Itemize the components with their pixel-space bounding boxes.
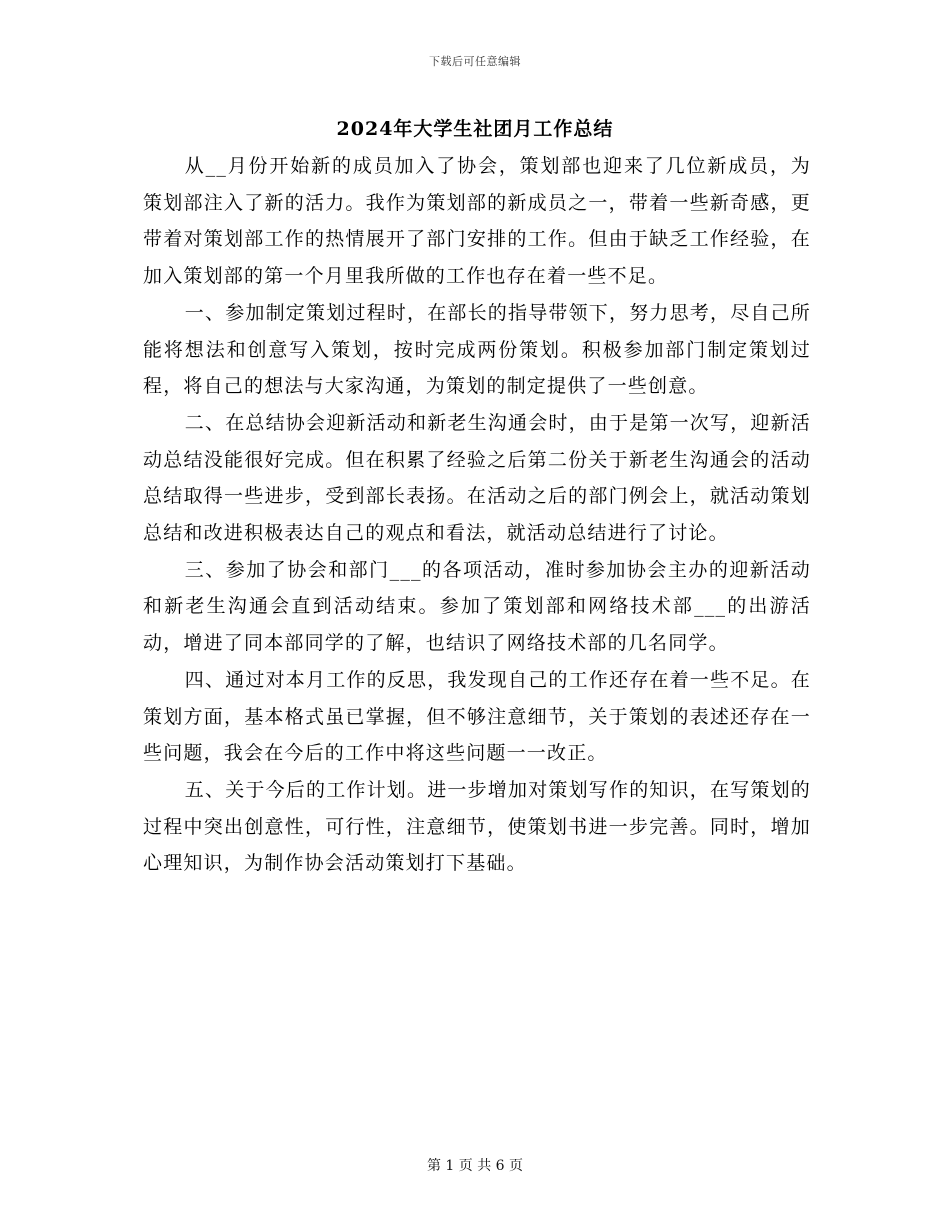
paragraph-item-1: 一、参加制定策划过程时，在部长的指导带领下，努力思考，尽自己所能将想法和创意写入策划，按时完成两份策划。积极参加部门制定策划过程，将自己的想法与大家沟通，为策划的制定提供了一些创意。 — [143, 301, 811, 398]
paragraph-item-5: 五、关于今后的工作计划。进一步增加对策划写作的知识，在写策划的过程中突出创意性，可行性，注意细节，使策划书进一步完善。同时，增加心理知识，为制作协会活动策划打下基础。 — [143, 778, 811, 875]
page-number: 第 1 页 共 6 页 — [426, 1158, 524, 1174]
paragraph-intro: 从__月份开始新的成员加入了协会，策划部也迎来了几位新成员，为策划部注入了新的活力。我作为策划部的新成员之一，带着一些新奇感，更带着对策划部工作的热情展开了部门安排的工作。但由于缺乏工作经验，在加入策划部的第一个月里我所做的工作也存在着一些不足。 — [143, 155, 811, 288]
header-note: 下载后可任意编辑 — [429, 55, 521, 68]
paragraph-item-3: 三、参加了协会和部门___的各项活动，准时参加协会主办的迎新活动和新老生沟通会直到活动结束。参加了策划部和网络技术部___的出游活动，增进了同本部同学的了解，也结识了网络技术部的几名同学。 — [143, 558, 811, 655]
document-title: 2024年大学生社团月工作总结 — [336, 118, 614, 140]
document-body — [143, 148, 811, 882]
paragraph-item-2: 二、在总结协会迎新活动和新老生沟通会时，由于是第一次写，迎新活动总结没能很好完成。但在积累了经验之后第二份关于新老生沟通会的活动总结取得一些进步，受到部长表扬。在活动之后的部门例会上，就活动策划总结和改进积极表达自己的观点和看法，就活动总结进行了讨论。 — [143, 411, 811, 545]
paragraph-item-4: 四、通过对本月工作的反思，我发现自己的工作还存在着一些不足。在策划方面，基本格式虽已掌握，但不够注意细节，关于策划的表述还存在一些问题，我会在今后的工作中将这些问题一一改正。 — [143, 668, 811, 765]
